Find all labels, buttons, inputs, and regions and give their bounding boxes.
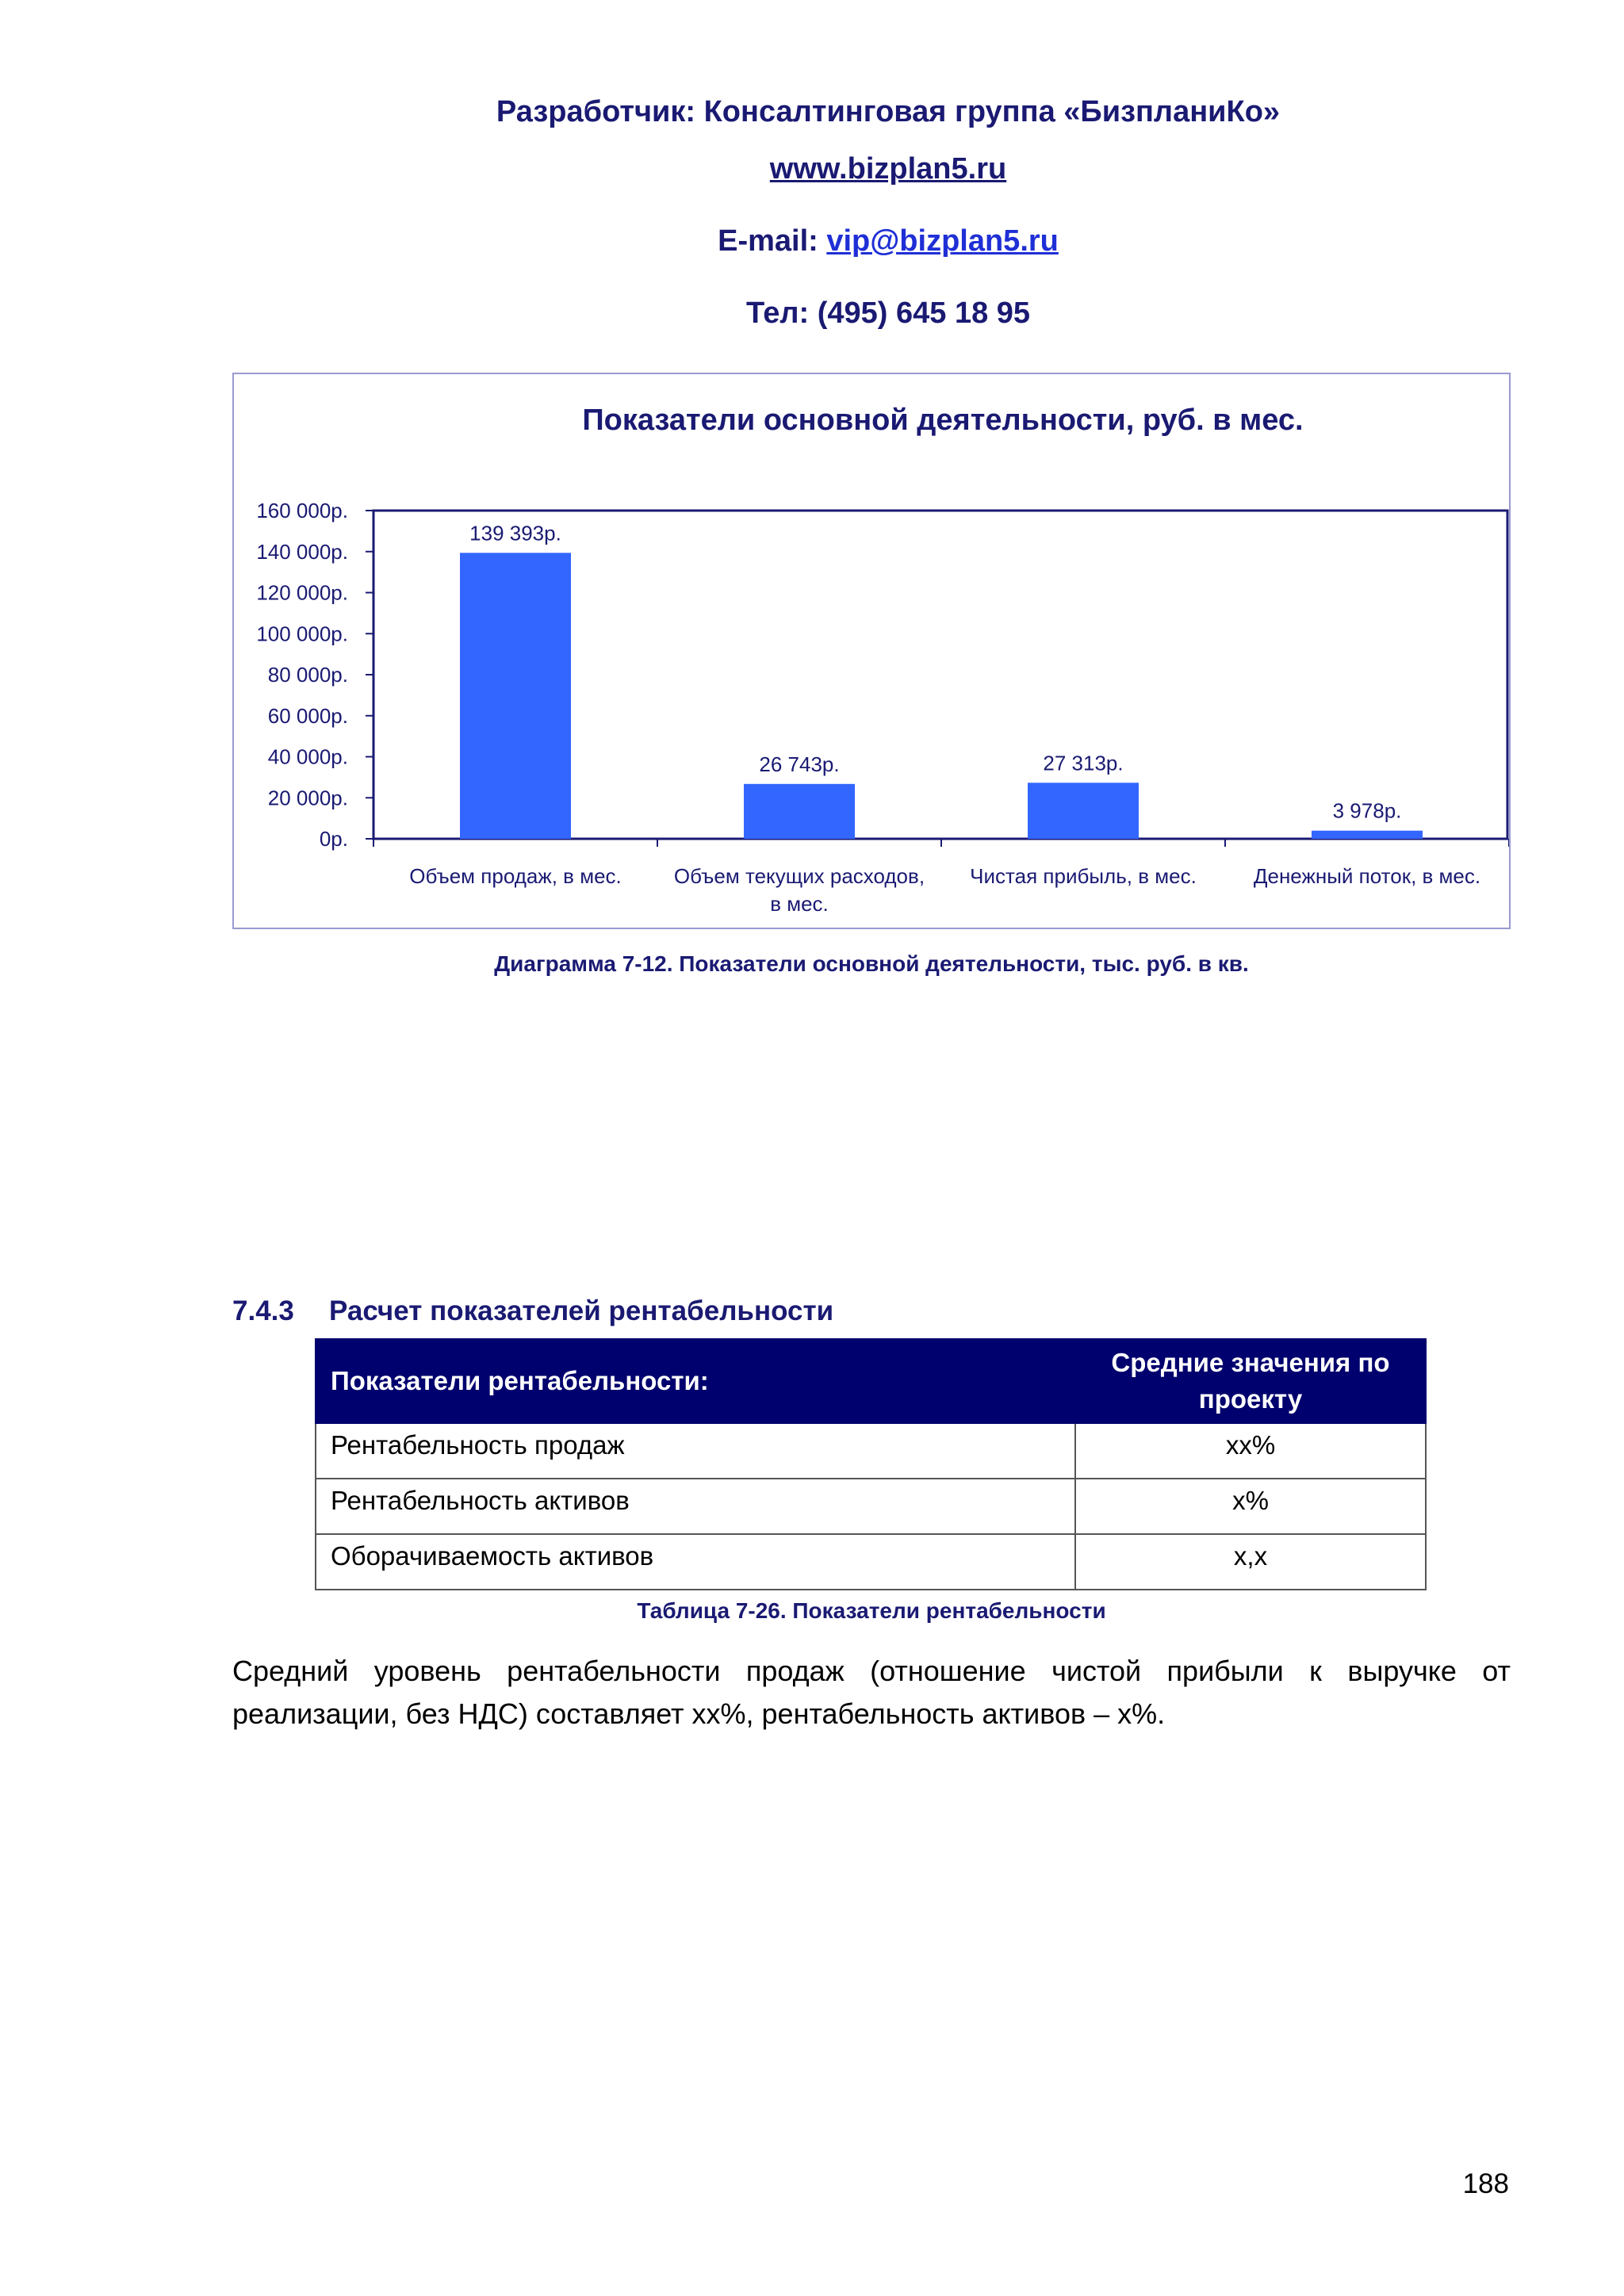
table-row	[316, 1479, 1426, 1534]
y-tick-label: 120 000р.	[256, 580, 348, 605]
category-label: Чистая прибыль, в мес.	[970, 864, 1197, 888]
y-tick-label: 20 000р.	[267, 786, 348, 810]
table-cell-indicator: Оборачиваемость активов	[316, 1534, 1075, 1590]
y-tick-label: 160 000р.	[256, 499, 348, 522]
chart-title: Показатели основной деятельности, руб. в мес.	[582, 404, 1304, 437]
table-cell-indicator: Рентабельность продаж	[316, 1423, 1075, 1479]
data-label: 3 978р.	[1332, 798, 1402, 823]
bar	[1028, 783, 1139, 839]
category-label: Объем продаж, в мес.	[409, 864, 622, 888]
table-cell-value: х,х	[1075, 1534, 1426, 1590]
category-label: Денежный поток, в мес.	[1253, 864, 1481, 888]
y-tick-label: 100 000р.	[256, 622, 348, 646]
y-tick-label: 40 000р.	[267, 744, 348, 769]
chart-caption: Диаграмма 7-12. Показатели основной деятельности, тыс. руб. в кв.	[494, 951, 1249, 976]
table-caption: Таблица 7-26. Показатели рентабельности	[637, 1598, 1106, 1623]
table-row	[316, 1423, 1426, 1479]
table-row	[316, 1534, 1426, 1590]
table-header-row	[316, 1339, 1426, 1423]
bar	[460, 553, 571, 839]
y-tick-label: 80 000р.	[267, 663, 348, 687]
website-line	[0, 152, 1624, 186]
data-label: 139 393р.	[469, 521, 561, 545]
y-tick-label: 60 000р.	[267, 703, 348, 728]
section-heading	[232, 1295, 833, 1327]
developer-line: Разработчик: Консалтинговая группа «БизпланиКо»	[496, 95, 1281, 128]
bar	[1312, 831, 1423, 839]
body-paragraph: Средний уровень рентабельности продаж (отношение чистой прибыли к выручке от реализации, без НДС) составляет хх%, рентабельность активов – х%.	[232, 1655, 1511, 1730]
phone-line: Тел: (495) 645 18 95	[745, 297, 1031, 330]
email-link[interactable]: vip@bizplan5.ru	[826, 224, 1059, 258]
category-label: Объем текущих расходов,	[673, 864, 925, 888]
chart-svg	[234, 374, 1509, 928]
profitability-table	[315, 1338, 1427, 1590]
y-tick-label: 140 000р.	[256, 539, 348, 564]
website-link[interactable]: www.bizplan5.ru	[769, 152, 1007, 186]
data-label: 26 743р.	[759, 752, 840, 776]
bar	[744, 784, 855, 839]
table-cell-indicator: Рентабельность активов	[316, 1479, 1075, 1534]
section-title: Расчет показателей рентабельности	[329, 1295, 834, 1326]
data-label: 27 313р.	[1043, 751, 1124, 775]
page-number: 188	[1462, 2168, 1509, 2199]
table-cell-value: х%	[1075, 1479, 1426, 1534]
email-line	[0, 224, 1624, 258]
email-label: E-mail:	[718, 224, 827, 258]
chart	[232, 373, 1511, 929]
category-label: в мес.	[770, 892, 829, 916]
table-cell-value: хх%	[1075, 1423, 1426, 1479]
table-header-indicator: Показатели рентабельности:	[316, 1339, 1075, 1423]
y-tick-label: 0р.	[319, 827, 348, 851]
table-header-average: Средние значения по проекту	[1075, 1339, 1426, 1423]
section-number: 7.4.3	[232, 1295, 294, 1326]
